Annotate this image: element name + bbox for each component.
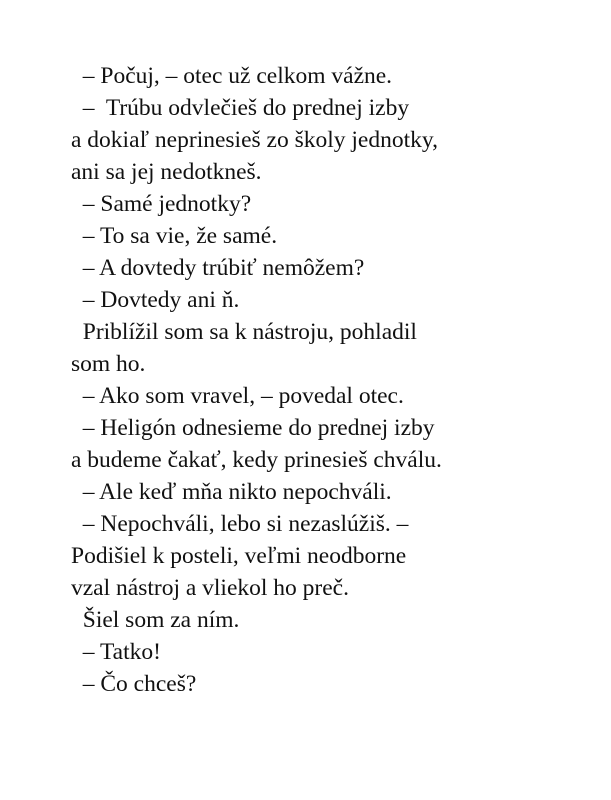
text-line: – Nepochváli, lebo si nezaslúžiš. – xyxy=(71,511,409,537)
text-line: – A dovtedy trúbiť nemôžem? xyxy=(71,255,365,281)
text-line: a budeme čakať, kedy prinesieš chválu. xyxy=(71,447,442,473)
text-line: – Ale keď mňa nikto nepochváli. xyxy=(71,479,392,505)
text-line: – Čo chceš? xyxy=(71,671,197,697)
text-line: – To sa vie, že samé. xyxy=(71,223,278,249)
text-line: – Heligón odnesieme do prednej izby xyxy=(71,415,435,441)
text-line: som ho. xyxy=(71,351,146,377)
text-line: – Samé jednotky? xyxy=(71,191,252,217)
text-line: – Dovtedy ani ň. xyxy=(71,287,240,313)
text-line: – Trúbu odvlečieš do prednej izby xyxy=(71,95,410,121)
story-text xyxy=(71,60,571,700)
text-line: – Počuj, – otec už celkom vážne. xyxy=(71,63,393,89)
text-line: – Tatko! xyxy=(71,639,161,665)
text-line: vzal nástroj a vliekol ho preč. xyxy=(71,575,349,601)
text-line: – Ako som vravel, – povedal otec. xyxy=(71,383,404,409)
text-line: a dokiaľ neprinesieš zo školy jednotky, xyxy=(71,127,438,153)
text-line: Priblížil som sa k nástroju, pohladil xyxy=(71,319,417,345)
text-line: Šiel som za ním. xyxy=(71,607,240,633)
text-line: Podišiel k posteli, veľmi neodborne xyxy=(71,543,407,569)
text-line: ani sa jej nedotkneš. xyxy=(71,159,262,185)
